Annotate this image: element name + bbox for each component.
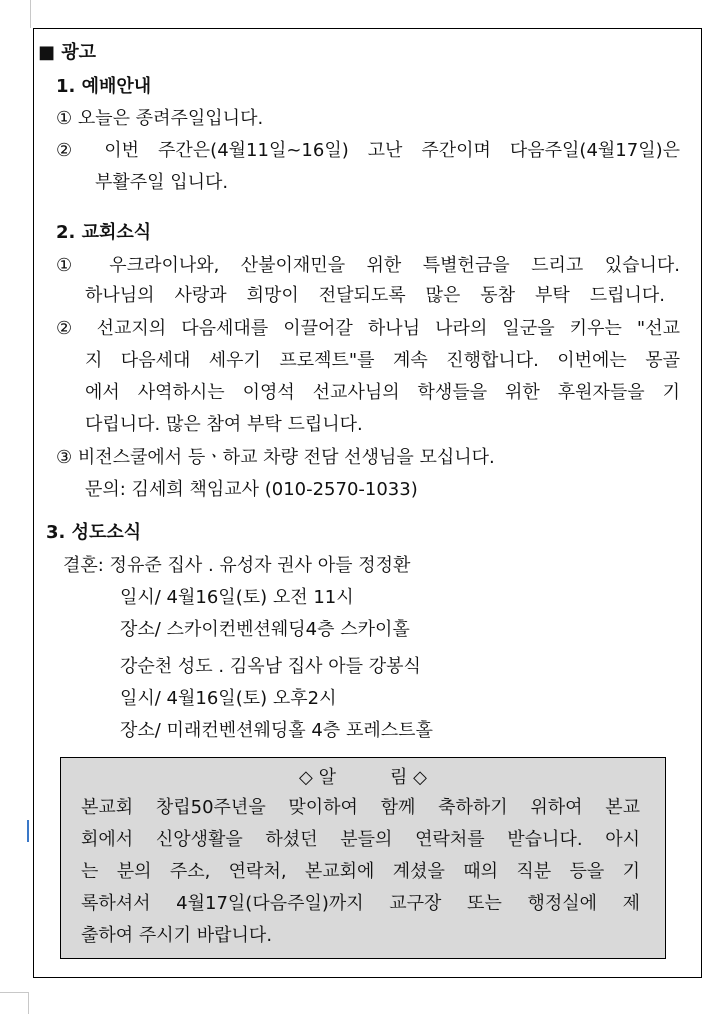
section-member-news-title: 3. 성도소식 [46,522,142,543]
text-cursor-marker [27,820,29,842]
section-church-news-title: 2. 교회소식 [56,222,152,243]
wedding-2-date: 일시/ 4월16일(토) 오후2시 [120,688,337,709]
wedding-1-couple: 결혼: 정유준 집사 . 유성자 권사 아들 정정환 [63,555,411,576]
notice-line-4: 록하셔서 4월17일(다음주일)까지 교구장 또는 행정실에 제 [81,893,640,914]
notice-line-5: 출하여 주시기 바랍니다. [81,925,273,946]
crop-mark-top [30,0,31,28]
notice-line-1: 본교회 창립50주년을 맞이하여 함께 축하하기 위하여 본교 [81,797,640,818]
wedding-1-date: 일시/ 4월16일(토) 오전 11시 [120,587,354,608]
church-news-item-3-line-2: 문의: 김세희 책임교사 (010-2570-1033) [85,479,418,500]
church-news-item-2-line-3: 에서 사역하시는 이영석 선교사님의 학생들을 위한 후원자들을 기 [85,382,680,403]
church-news-item-3-line-1: ③ 비전스쿨에서 등ㆍ하교 차량 전담 선생님을 모십니다. [56,447,495,468]
worship-item-1: ① 오늘은 종려주일입니다. [56,108,264,129]
crop-mark-bottom-vertical [28,992,29,1014]
church-news-item-2-line-2: 지 다음세대 세우기 프로젝트"를 계속 진행합니다. 이번에는 몽골 [85,350,680,371]
notice-line-2: 회에서 신앙생활을 하셨던 분들의 연락처를 받습니다. 아시 [81,829,640,850]
section-worship-title: 1. 예배안내 [56,76,152,97]
notice-line-3: 는 분의 주소, 연락처, 본교회에 계셨을 때의 직분 등을 기 [81,861,640,882]
notice-title: ◇ 알 림 ◇ [299,767,427,788]
wedding-2-place: 장소/ 미래컨벤션웨딩홀 4층 포레스트홀 [120,720,433,741]
wedding-2-couple: 강순천 성도 . 김옥남 집사 아들 강봉식 [120,656,421,677]
notice-box [60,757,666,959]
crop-mark-bottom [0,992,28,993]
church-news-item-1-line-2: 하나님의 사랑과 희망이 전달되도록 많은 동참 부탁 드립니다. [85,285,665,306]
church-news-item-1-line-1: ① 우크라이나와, 산불이재민을 위한 특별헌금을 드리고 있습니다. [56,255,680,276]
church-news-item-2-line-1: ② 선교지의 다음세대를 이끌어갈 하나님 나라의 일군을 키우는 "선교 [56,318,680,339]
church-news-item-2-line-4: 다립니다. 많은 참여 부탁 드립니다. [85,414,363,435]
worship-item-2-line-2: 부활주일 입니다. [95,172,229,193]
worship-item-2-line-1: ② 이번 주간은(4월11일~16일) 고난 주간이며 다음주일(4월17일)은 [56,140,680,161]
wedding-1-place: 장소/ 스카이컨벤션웨딩4층 스카이홀 [120,619,410,640]
ad-heading: ■ 광고 [38,42,97,63]
